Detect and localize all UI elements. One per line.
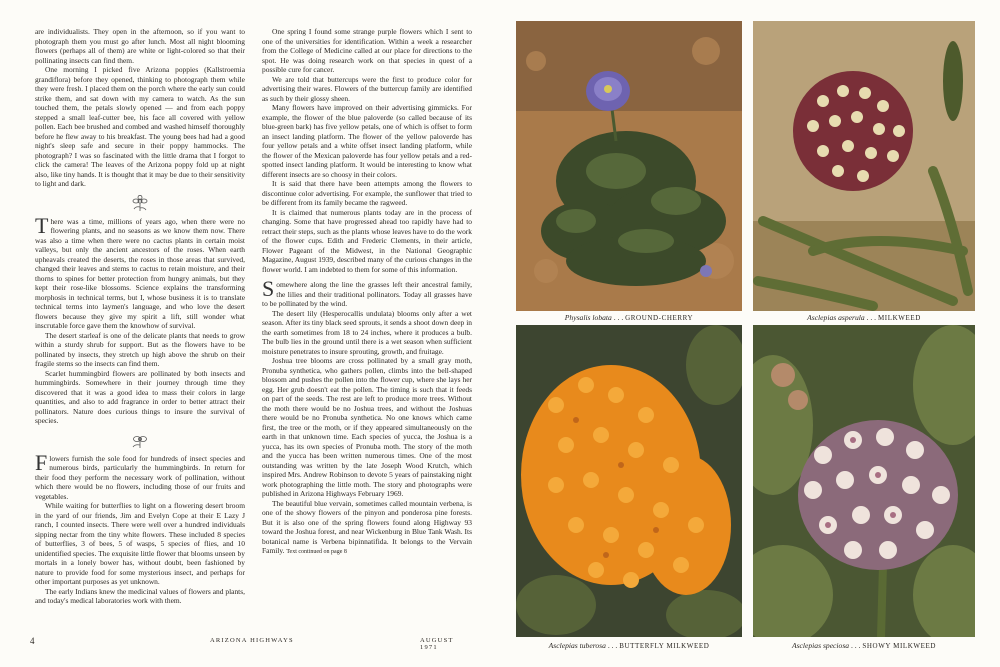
paragraph: Joshua tree blooms are cross pollinated by a small gray moth, Pronuba synthetica, who gathers pollen, climbs into the bell-shaped blossom and pushes the pollen into the flower cup, where she lays her egg. Her grub doesn't eat the pollen. The timing is such that it feeds on part of the seeds. The rest are left to produce more trees. Without the moth there would be no Joshua trees, and without the Joshuas there would be no Pronuba synthetica. No one knows which came first, the tree or the moth, or if they appeared simultaneously on the earth in that unknown time. Each species of yucca, the Joshua is a yucca, has its own species of Pronuba moth. The story of the moth and the yucca has been written numerous times. One of the most outstanding was written by the late Joseph Wood Krutch, which inspired Mrs. Andrew Robinson to devote 5 years of painstaking night work photographing the little moth. The story and photographs were published in Arizona Highways February 1969. [262,356,472,498]
caption-common: SHOWY MILKWEED [862,642,937,650]
paragraph: Scarlet hummingbird flowers are pollinated by both insects and hummingbirds. Somewhere in their journey through time they discovered that it was a good idea to mass their colors in large quantities, and also to add fragrance in order to better attract their pollinators. Nature does curious things to insure the survival of species. [35,368,245,425]
drop-cap: F [35,449,48,475]
caption-separator: . . . [864,313,878,322]
paragraph [262,276,472,309]
magazine-name: ARIZONA HIGHWAYS [210,637,294,644]
caption-latin: Asclepias tuberosa [548,641,606,650]
paragraph [262,499,472,558]
flower-ornament-icon [35,432,245,452]
drop-cap: T [35,212,49,238]
paragraph-text: here was a time, millions of years ago, when there were no flowering plants, and no seasons as we know them now. There was also a time when there were no cactus plants in certain moist valleys, but only the ancient ancestors of the roses. When earth upheavals created the deserts, the roses in those areas that survived, changed their leaves and stems to cactus to retain moisture, and their thorns to spines for better protection from hungry animals, but they kept their rose-like blossoms. Science explains the transforming morphosis in technical terms, but I, whose business it is to translate technical terms into laymen's language, and who love the desert flowers because they give my spirit a lift, still wonder what inscrutable force gave them the knowhow of survival. [35,216,245,330]
paragraph: Many flowers have improved on their advertising gimmicks. For example, the flower of the blue paloverde (so called because of its blue-green bark) has five yellow petals, one of which is offset to form an insect landing platform. The flower of the yellow paloverde has four yellow petals and a white offset insect landing platform, while the flower of the Mexican paloverde has four yellow petals and a red-spotted insect landing platform. It would be interesting to know what different insects are so choosy in their colors. [262,103,472,179]
paragraph [35,449,245,502]
issue-date: AUGUST 1971 [420,637,454,651]
caption-latin: Physalis lobata [564,313,612,322]
text-column-left [35,27,245,606]
photo-butterfly-milkweed [516,325,742,637]
drop-cap: S [262,276,275,301]
paragraph-text: lowers furnish the sole food for hundreds of insect species and numerous birds, particularly the hummingbirds. In return for their food they perform the necessary work of pollination, without which there would be no flowers, including those of our fruits and vegetables. [35,453,245,501]
photo-ground-cherry [516,21,742,311]
photo-showy-milkweed [753,325,975,637]
paragraph-text: omewhere along the line the grasses left their ancestral family, the lilies and their traditional pollinators. Today all grasses have to be pollinated by the wind. [262,280,472,308]
paragraph-text: The beautiful blue vervain, sometimes called mountain verbena, is one of the showy flowers of the pinyon and ponderosa pine forests. But it is also one of the spring flowers found along Highway 93 toward the Joshua forest, and near Wickenburg in Blue Tank Wash. Its botanical name is Verbena bipinnatifida. It belongs to the Vervain Family. [262,498,472,555]
page-footer [30,637,470,649]
caption-separator: . . . [611,313,626,322]
paragraph: The desert lily (Hesperocallis undulata) blooms only after a wet season. After its tiny black seed sprouts, it sends a shoot down deep in the earth sometimes from 18 to 24 inches, where it produces a bulb. The bulb lies in the ground until there is a wet season when sufficient moisture penetrates to insure sprouting, growth, and fruitage. [262,308,472,356]
photo-milkweed [753,21,975,311]
caption-separator: . . . [849,641,863,650]
caption-butterfly-milkweed [516,641,742,650]
page-number: 4 [30,636,35,646]
caption-separator: . . . [605,641,620,650]
caption-ground-cherry [516,313,742,322]
paragraph: are individualists. They open in the afternoon, so if you want to photograph them you must go after lunch. Most all night blooming flowers (perhaps all of them) are white or light-colored so that their pollinating insects can find them. [35,27,245,65]
paragraph: One morning I picked five Arizona poppies (Kallstroemia grandiflora) before they opened, thinking to photograph them while they were fresh. I placed them on the porch where the early sun could strike them, and sat down with my camera to watch. As the sun touched them, the petals slowly opened — and from each poppy stepped a small leaf-cutter bee, his face all covered with yellow pollen. Each bee brushed and combed and washed himself thoroughly before he flew away to his breakfast. The young bees had had a good night's sleep safe and secure in their poppy hammocks. The photograph? I was so fascinated with the little drama that I forgot to click the camera! The leaves of the Arizona poppy fold up at night also, like tiny hands. It is thought that it may be due to their sensitivity to light and dark. [35,65,245,188]
caption-latin: Asclepias asperula [807,313,865,322]
flower-ornament-icon [35,195,245,215]
paragraph: It is said that there have been attempts among the flowers to discontinue color advertising. For example, the sunflower that tried to be different from its family became the ragweed. [262,179,472,207]
paragraph: One spring I found some strange purple flowers which I sent to one of the universities for identification. Within a week a researcher from the College of Medicine called at our place for directions to the spot. He was doing research work on that species in quest of a possible cure for cancer. [262,27,472,74]
continued-note: Text continued on page 8 [286,549,347,555]
paragraph [35,212,245,331]
caption-common: GROUND-CHERRY [625,314,694,322]
caption-showy-milkweed [753,641,975,650]
text-column-right [262,27,472,558]
paragraph: The early Indians knew the medicinal values of flowers and plants, and today's medical laboratories work with them. [35,586,245,605]
paragraph: It is claimed that numerous plants today are in the process of changing. Some that have progressed ahead too rapidly have had to retract their steps, such as the plants whose leaves have to do the work of the flower cups. Edith and Frederic Clements, in their article, Flower Pageant of the Midwest, in the National Geographic Magazine, August 1939, described many of the curious changes in the flower world. I am indebted to them for some of this information. [262,207,472,274]
caption-common: BUTTERFLY MILKWEED [619,642,710,650]
caption-latin: Asclepias speciosa [791,641,850,650]
paragraph: We are told that buttercups were the first to produce color for advertising their wares. Flowers of the buttercup family are identified as such by their glossy sheen. [262,74,472,103]
paragraph: The desert starleaf is one of the delicate plants that needs to grow within a sturdy shrub for support. But as the flowers have to be pollinated by insects, they stretch up high above the shrub on their fragile stems so the insects can find them. [35,330,245,368]
caption-milkweed [753,313,975,322]
caption-common: MILKWEED [877,314,921,322]
paragraph: While waiting for butterflies to light on a flowering desert broom in the yard of our friends, Jim and Evelyn Cope at their E Lazy J ranch, I counted insects. There were well over a hundred individuals sipping nectar from the tiny white flowers. These included 8 species of butterflies, 3 of bees, 5 of wasps, 5 species of flies, and 10 unidentified species. The exquisite little flower that blooms unseen by mortals in a lonely bower has, without doubt, been fashioned by nature to provide food for some mysterious insect, and perhaps for other important purposes as yet unknown. [35,501,245,586]
